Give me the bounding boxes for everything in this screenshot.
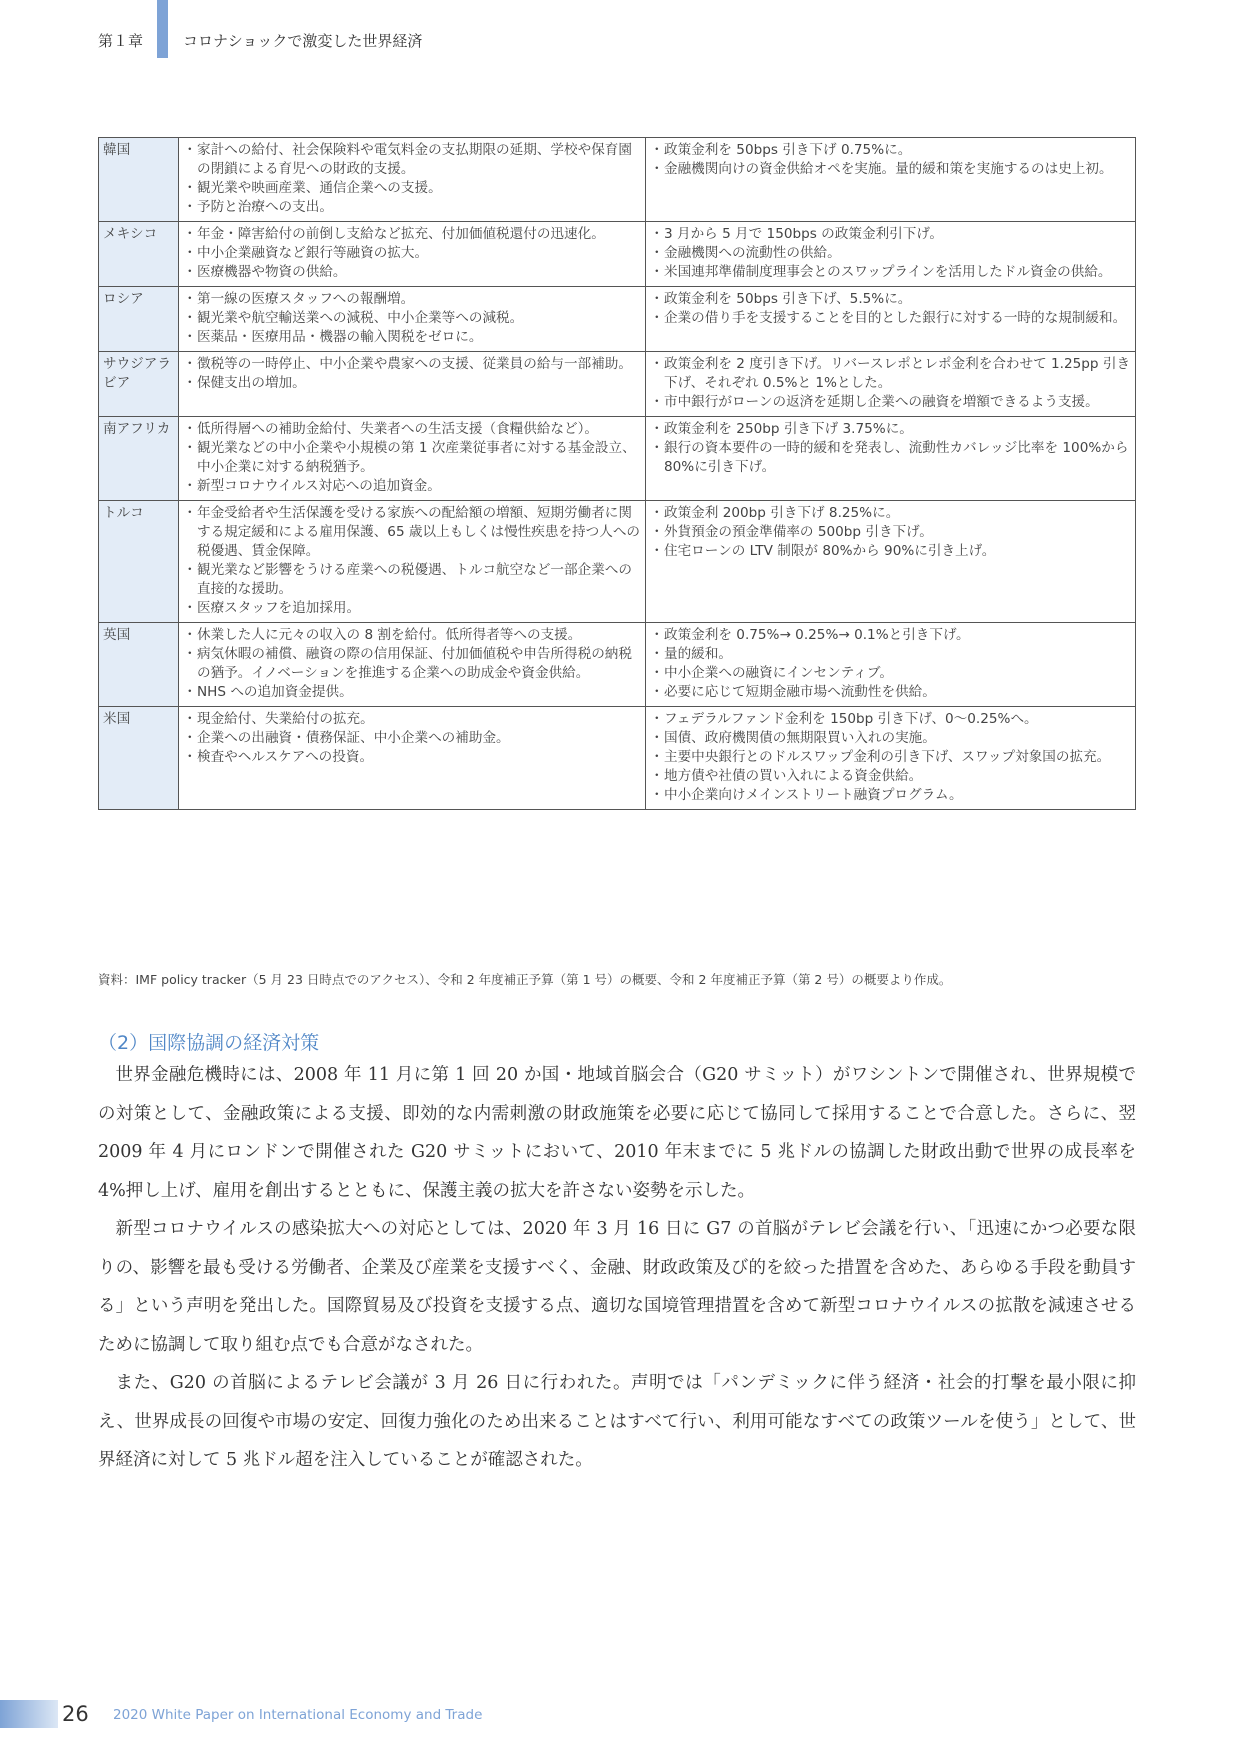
monetary-measures-cell <box>646 138 1136 222</box>
list-item: ・ 保健支出の増加。 <box>183 374 641 393</box>
monetary-measures-list <box>650 420 1131 477</box>
monetary-measures-list <box>650 225 1131 282</box>
table-row <box>99 138 1136 222</box>
monetary-measures-cell <box>646 501 1136 623</box>
country-cell: ロシア <box>99 287 179 352</box>
publication-title: 2020 White Paper on International Economy and Trade <box>113 1707 483 1723</box>
list-item: ・ 観光業など影響をうける産業への税優遇、トルコ航空など一部企業への直接的な援助。 <box>183 561 641 599</box>
monetary-measures-cell <box>646 352 1136 417</box>
list-item: ・ 政策金利を 250bp 引き下げ 3.75%に。 <box>650 420 1131 439</box>
list-item: ・ 休業した人に元々の収入の 8 割を給付。低所得者等への支援。 <box>183 626 641 645</box>
fiscal-measures-list <box>183 355 641 393</box>
country-cell: 米国 <box>99 707 179 810</box>
fiscal-measures-list <box>183 710 641 767</box>
list-item: ・ 医療スタッフを追加採用。 <box>183 599 641 618</box>
list-item: ・ 政策金利 200bp 引き下げ 8.25%に。 <box>650 504 1131 523</box>
monetary-measures-list <box>650 355 1131 412</box>
list-item: ・ 政策金利を 2 度引き下げ。リバースレポとレポ金利を合わせて 1.25pp 引き下げ、それぞれ 0.5%と 1%とした。 <box>650 355 1131 393</box>
list-item: ・ 検査やヘルスケアへの投資。 <box>183 748 641 767</box>
list-item: ・ 銀行の資本要件の一時的緩和を発表し、流動性カバレッジ比率を 100%から 80%に引き下げ。 <box>650 439 1131 477</box>
list-item: ・ 中小企業への融資にインセンティブ。 <box>650 664 1131 683</box>
fiscal-measures-list <box>183 420 641 496</box>
country-cell: サウジアラビア <box>99 352 179 417</box>
monetary-measures-list <box>650 504 1131 561</box>
table-row <box>99 352 1136 417</box>
list-item: ・ 医療機器や物資の供給。 <box>183 263 641 282</box>
list-item: ・ 家計への給付、社会保険料や電気料金の支払期限の延期、学校や保育園の閉鎖による育児への財政的支援。 <box>183 141 641 179</box>
monetary-measures-list <box>650 141 1131 179</box>
list-item: ・ 現金給付、失業給付の拡充。 <box>183 710 641 729</box>
list-item: ・ 医薬品・医療用品・機器の輸入関税をゼロに。 <box>183 328 641 347</box>
list-item: ・ 病気休暇の補償、融資の際の信用保証、付加価値税や申告所得税の納税の猶予。イノベーションを推進する企業への助成金や資金供給。 <box>183 645 641 683</box>
fiscal-measures-list <box>183 290 641 347</box>
fiscal-measures-cell <box>179 501 646 623</box>
list-item: ・ 政策金利を 0.75%→ 0.25%→ 0.1%と引き下げ。 <box>650 626 1131 645</box>
table-row <box>99 417 1136 501</box>
fiscal-measures-list <box>183 626 641 702</box>
list-item: ・ 必要に応じて短期金融市場へ流動性を供給。 <box>650 683 1131 702</box>
fiscal-measures-cell <box>179 287 646 352</box>
list-item: ・ 予防と治療への支出。 <box>183 198 641 217</box>
fiscal-measures-list <box>183 504 641 618</box>
country-cell: 英国 <box>99 623 179 707</box>
list-item: ・ 年金・障害給付の前倒し支給など拡充、付加価値税還付の迅速化。 <box>183 225 641 244</box>
monetary-measures-list <box>650 626 1131 702</box>
table-row <box>99 501 1136 623</box>
fiscal-measures-cell <box>179 138 646 222</box>
country-cell: メキシコ <box>99 222 179 287</box>
list-item: ・ 新型コロナウイルス対応への追加資金。 <box>183 477 641 496</box>
list-item: ・ 外貨預金の預金準備率の 500bp 引き下げ。 <box>650 523 1131 542</box>
table-row <box>99 707 1136 810</box>
fiscal-measures-cell <box>179 707 646 810</box>
list-item: ・ 観光業や映画産業、通信企業への支援。 <box>183 179 641 198</box>
list-item: ・ 中小企業融資など銀行等融資の拡大。 <box>183 244 641 263</box>
fiscal-measures-list <box>183 141 641 217</box>
list-item: ・ フェデラルファンド金利を 150bp 引き下げ、0〜0.25%へ。 <box>650 710 1131 729</box>
list-item: ・ 地方債や社債の買い入れによる資金供給。 <box>650 767 1131 786</box>
table-row <box>99 222 1136 287</box>
list-item: ・ 住宅ローンの LTV 制限が 80%から 90%に引き上げ。 <box>650 542 1131 561</box>
footer-accent-bar <box>0 1700 58 1728</box>
source-note: 資料：IMF policy tracker（5 月 23 日時点でのアクセス）、令和 2 年度補正予算（第 1 号）の概要、令和 2 年度補正予算（第 2 号）の概要より作成。 <box>98 972 952 987</box>
list-item: ・ 金融機関への流動性の供給。 <box>650 244 1131 263</box>
fiscal-measures-cell <box>179 222 646 287</box>
list-item: ・ 第一線の医療スタッフへの報酬増。 <box>183 290 641 309</box>
header-accent-bar <box>157 0 168 58</box>
paragraph: また、G20 の首脳によるテレビ会議が 3 月 26 日に行われた。声明では「パンデミックに伴う経済・社会的打撃を最小限に抑え、世界成長の回復や市場の安定、回復力強化のため出来ることはすべて行い、利用可能なすべての政策ツールを使う」として、世界経済に対して 5 兆ドル超を注入していることが確認された。 <box>98 1373 1136 1470</box>
policy-table-body <box>99 138 1136 810</box>
list-item: ・ 市中銀行がローンの返済を延期し企業への融資を増額できるよう支援。 <box>650 393 1131 412</box>
page-number: 26 <box>62 1702 89 1726</box>
table-row <box>99 287 1136 352</box>
fiscal-measures-list <box>183 225 641 282</box>
list-item: ・ 3 月から 5 月で 150bps の政策金利引下げ。 <box>650 225 1131 244</box>
list-item: ・ 徴税等の一時停止、中小企業や農家への支援、従業員の給与一部補助。 <box>183 355 641 374</box>
country-cell: 韓国 <box>99 138 179 222</box>
section-heading: （2）国際協調の経済対策 <box>98 1032 320 1054</box>
monetary-measures-list <box>650 710 1131 805</box>
list-item: ・ 年金受給者や生活保護を受ける家族への配給額の増額、短期労働者に関する規定緩和による雇用保護、65 歳以上もしくは慢性疾患を持つ人への税優遇、賃金保障。 <box>183 504 641 561</box>
list-item: ・ 企業の借り手を支援することを目的とした銀行に対する一時的な規制緩和。 <box>650 309 1131 328</box>
paragraph: 世界金融危機時には、2008 年 11 月に第 1 回 20 か国・地域首脳会合（G20 サミット）がワシントンで開催され、世界規模での対策として、金融政策による支援、即効的な内需刺激の財政施策を必要に応じて協同して採用することで合意した。さらに、翌 2009 年 4 月にロンドンで開催された G20 サミットにおいて、2010 年末までに 5 兆ドルの協調した財政出動で世界の成長率を 4%押し上げ、雇用を創出するとともに、保護主義の拡大を許さない姿勢を示した。 <box>98 1065 1136 1201</box>
list-item: ・ 低所得層への補助金給付、失業者への生活支援（食糧供給など）。 <box>183 420 641 439</box>
monetary-measures-cell <box>646 623 1136 707</box>
table-row <box>99 623 1136 707</box>
list-item: ・ 観光業などの中小企業や小規模の第 1 次産業従事者に対する基金設立、中小企業に対する納税猶予。 <box>183 439 641 477</box>
list-item: ・ 金融機関向けの資金供給オペを実施。量的緩和策を実施するのは史上初。 <box>650 160 1131 179</box>
list-item: ・ 量的緩和。 <box>650 645 1131 664</box>
list-item: ・ 主要中央銀行とのドルスワップ金利の引き下げ、スワップ対象国の拡充。 <box>650 748 1131 767</box>
list-item: ・ 政策金利を 50bps 引き下げ 0.75%に。 <box>650 141 1131 160</box>
monetary-measures-cell <box>646 417 1136 501</box>
list-item: ・ 政策金利を 50bps 引き下げ、5.5%に。 <box>650 290 1131 309</box>
monetary-measures-cell <box>646 287 1136 352</box>
list-item: ・ NHS への追加資金提供。 <box>183 683 641 702</box>
country-cell: 南アフリカ <box>99 417 179 501</box>
list-item: ・ 米国連邦準備制度理事会とのスワップラインを活用したドル資金の供給。 <box>650 263 1131 282</box>
fiscal-measures-cell <box>179 352 646 417</box>
monetary-measures-cell <box>646 222 1136 287</box>
chapter-label: 第１章 <box>98 32 144 50</box>
paragraph: 新型コロナウイルスの感染拡大への対応としては、2020 年 3 月 16 日に G7 の首脳がテレビ会議を行い、「迅速にかつ必要な限りの、影響を最も受ける労働者、企業及び産業を支援すべく、金融、財政政策及び的を絞った措置を含めた、あらゆる手段を動員する」という声明を発出した。国際貿易及び投資を支援する点、適切な国境管理措置を含めて新型コロナウイルスの拡散を減速させるために協調して取り組む点でも合意がなされた。 <box>98 1219 1136 1355</box>
country-cell: トルコ <box>99 501 179 623</box>
list-item: ・ 中小企業向けメインストリート融資プログラム。 <box>650 786 1131 805</box>
monetary-measures-cell <box>646 707 1136 810</box>
list-item: ・ 観光業や航空輸送業への減税、中小企業等への減税。 <box>183 309 641 328</box>
fiscal-measures-cell <box>179 417 646 501</box>
monetary-measures-list <box>650 290 1131 328</box>
fiscal-measures-cell <box>179 623 646 707</box>
chapter-title: コロナショックで激変した世界経済 <box>183 32 423 50</box>
policy-table <box>98 137 1136 810</box>
section-body <box>98 1056 1136 1480</box>
list-item: ・ 国債、政府機関債の無期限買い入れの実施。 <box>650 729 1131 748</box>
list-item: ・ 企業への出融資・債務保証、中小企業への補助金。 <box>183 729 641 748</box>
